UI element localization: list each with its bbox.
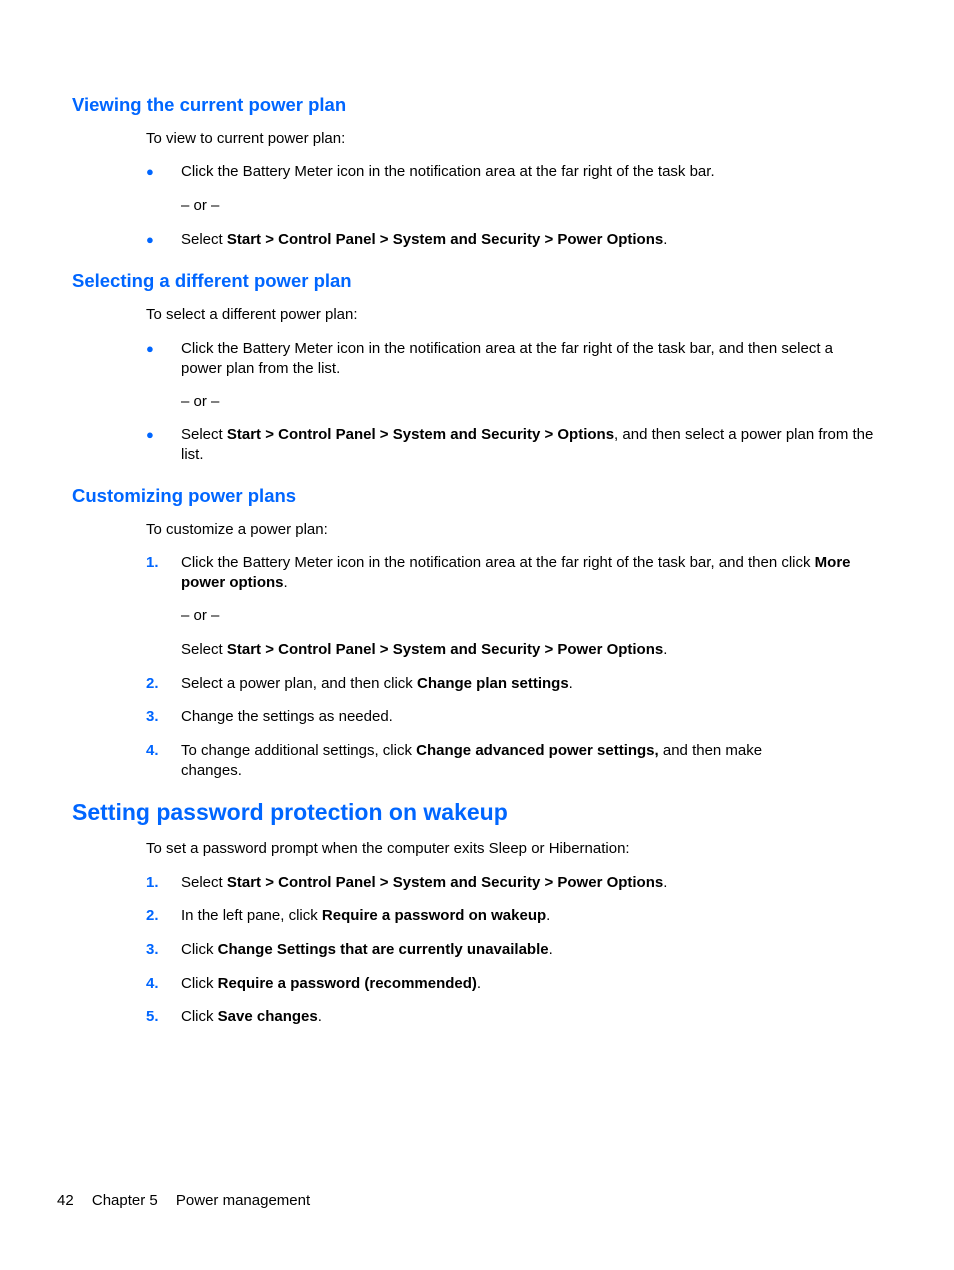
bullet-text: Click the Battery Meter icon in the notification area at the far right of the task bar, and then select a power plan from the list. xyxy=(181,340,834,377)
list-text-alternate: Select Start > Control Panel > System and Security > Power Options. xyxy=(181,641,668,658)
list-text: Select Start > Control Panel > System and Security > Power Options. xyxy=(181,874,668,891)
section-intro: To view to current power plan: xyxy=(146,130,346,147)
section-heading-viewing-power-plan: Viewing the current power plan xyxy=(72,94,347,115)
bullet-icon: ● xyxy=(146,232,154,247)
or-separator: – or – xyxy=(181,393,220,410)
list-item xyxy=(146,873,876,893)
list-text: In the left pane, click Require a password on wakeup. xyxy=(181,907,551,924)
section-heading-password-protection: Setting password protection on wakeup xyxy=(72,799,508,825)
list-item xyxy=(146,553,876,593)
list-text: To change additional settings, click Change advanced power settings, and then make changes. xyxy=(181,742,763,779)
list-number: 4. xyxy=(146,975,159,992)
list-item xyxy=(146,940,876,960)
list-item xyxy=(146,974,876,994)
bullet-item xyxy=(146,162,876,182)
list-number: 1. xyxy=(146,554,159,571)
list-text: Change the settings as needed. xyxy=(181,708,393,725)
list-item xyxy=(146,674,876,694)
bullet-item xyxy=(146,425,876,465)
section-intro: To set a password prompt when the computer exits Sleep or Hibernation: xyxy=(146,840,630,857)
bullet-text: Select Start > Control Panel > System and Security > Options, and then select a power plan from the list. xyxy=(181,426,874,463)
section-heading-selecting-power-plan: Selecting a different power plan xyxy=(72,270,352,291)
page-number: 42 xyxy=(57,1192,74,1209)
or-separator: – or – xyxy=(181,607,220,624)
list-number: 2. xyxy=(146,675,159,692)
list-item xyxy=(146,906,876,926)
list-number: 1. xyxy=(146,874,159,891)
footer-title: Power management xyxy=(175,1192,311,1209)
list-text: Select a power plan, and then click Change plan settings. xyxy=(181,675,573,692)
or-separator: – or – xyxy=(181,197,220,214)
list-number: 3. xyxy=(146,941,159,958)
section-intro: To select a different power plan: xyxy=(146,306,358,323)
list-number: 4. xyxy=(146,742,159,759)
section-intro: To customize a power plan: xyxy=(146,521,328,538)
section-heading-customizing-power-plans: Customizing power plans xyxy=(72,485,297,506)
list-number: 2. xyxy=(146,907,159,924)
list-item xyxy=(146,1007,876,1027)
bullet-icon: ● xyxy=(146,164,154,179)
bullet-text: Select Start > Control Panel > System and Security > Power Options. xyxy=(181,231,668,248)
list-text: Click the Battery Meter icon in the notification area at the far right of the task bar, and then click More power options. xyxy=(181,554,851,591)
list-item xyxy=(146,741,876,781)
page-footer xyxy=(57,1191,324,1211)
list-item xyxy=(146,707,876,727)
bullet-text: Click the Battery Meter icon in the notification area at the far right of the task bar. xyxy=(181,163,715,180)
bullet-item xyxy=(146,339,876,379)
bullet-icon: ● xyxy=(146,341,154,356)
list-number: 5. xyxy=(146,1008,159,1025)
list-text: Click Change Settings that are currently unavailable. xyxy=(181,941,553,958)
list-number: 3. xyxy=(146,708,159,725)
bullet-item xyxy=(146,230,876,250)
list-text: Click Save changes. xyxy=(181,1008,322,1025)
bullet-icon: ● xyxy=(146,427,154,442)
footer-chapter: Chapter 5 xyxy=(91,1192,158,1209)
list-text: Click Require a password (recommended). xyxy=(181,975,482,992)
